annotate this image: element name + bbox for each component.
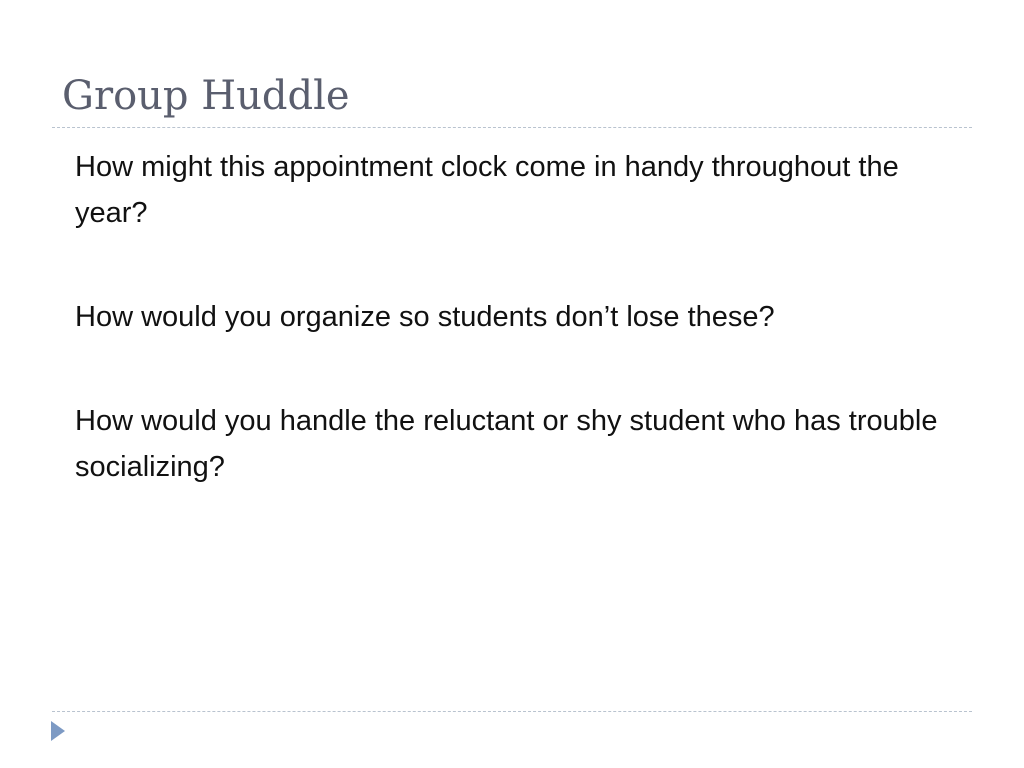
- slide-title: Group Huddle: [62, 73, 350, 119]
- question-3: How would you handle the reluctant or shy student who has trouble socializing?: [75, 405, 938, 483]
- slide-body: [75, 144, 955, 548]
- footer-divider: [52, 711, 972, 712]
- question-1: How might this appointment clock come in handy throughout the year?: [75, 151, 899, 229]
- triangle-right-icon[interactable]: [51, 721, 65, 741]
- question-2: How would you organize so students don’t lose these?: [75, 301, 775, 333]
- title-divider: [52, 127, 972, 128]
